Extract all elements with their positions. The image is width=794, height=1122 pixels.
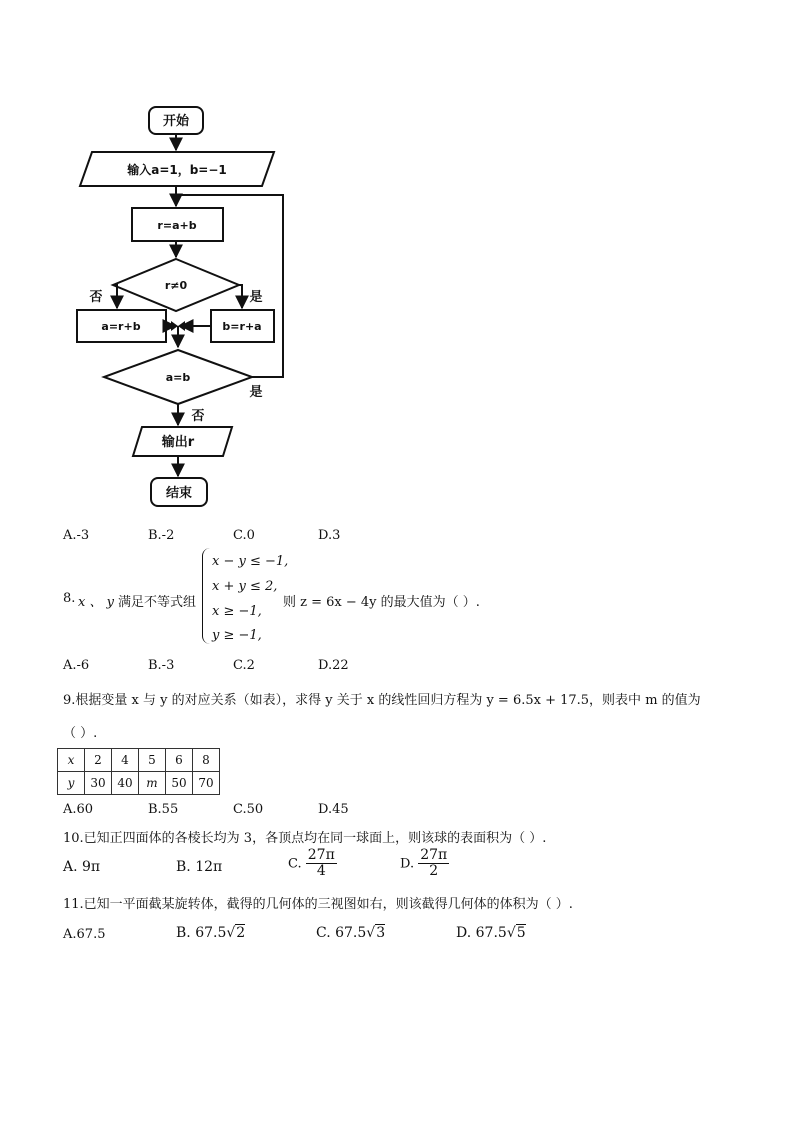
q8-number: 8. bbox=[63, 591, 76, 606]
input-label: 输入a=1，b=−1 bbox=[127, 163, 227, 177]
yes-loop-label: 是 bbox=[249, 385, 263, 400]
q8-constraint-2: x + y ≤ 2, bbox=[212, 579, 278, 594]
table-cell: 5 bbox=[139, 749, 166, 772]
no-down-label: 否 bbox=[191, 409, 205, 424]
q11-option-a: A.67.5 bbox=[63, 927, 106, 942]
table-row bbox=[58, 749, 220, 772]
q8-brace bbox=[202, 548, 211, 644]
cond-r-label: r≠0 bbox=[164, 279, 188, 292]
q11-option-c: C. 67.5√3 bbox=[316, 925, 386, 941]
table-cell: 8 bbox=[193, 749, 220, 772]
q8-constraint-1: x − y ≤ −1, bbox=[212, 554, 289, 569]
q10-option-d: D. $\frac{27\pi}{2}$ bbox=[400, 847, 448, 880]
q7-option-c: C.0 bbox=[233, 528, 255, 543]
no-label-left: 否 bbox=[89, 290, 103, 305]
q11-option-b: B. 67.5√2 bbox=[176, 925, 246, 941]
q8-option-a: A.-6 bbox=[63, 658, 90, 673]
table-cell: 30 bbox=[85, 772, 112, 795]
assign-r-label: r=a+b bbox=[157, 219, 197, 232]
q9-option-d: D.45 bbox=[318, 802, 349, 817]
q11-option-d: D. 67.5√5 bbox=[456, 925, 526, 941]
q11-text: 11.已知一平面截某旋转体，截得的几何体的三视图如右，则该截得几何体的体积为（ ）. bbox=[63, 897, 573, 912]
q8-option-b: B.-3 bbox=[148, 658, 175, 673]
q8-constraint-4: y ≥ −1, bbox=[212, 628, 262, 643]
q8-vars: x 、 y bbox=[78, 595, 114, 610]
q9-text: 9.根据变量 x 与 y 的对应关系（如表），求得 y 关于 x 的线性回归方程为 y = 6.5x + 17.5，则表中 m 的值为 bbox=[63, 693, 701, 708]
q9-table bbox=[57, 748, 220, 795]
q7-option-a: A.-3 bbox=[63, 528, 90, 543]
q9-option-b: B.55 bbox=[148, 802, 179, 817]
q7-option-d: D.3 bbox=[318, 528, 341, 543]
assign-b-label: b=r+a bbox=[222, 320, 262, 333]
q9-paren: （ ）. bbox=[63, 726, 98, 741]
q8-text1: 满足不等式组 bbox=[118, 595, 197, 610]
q8-text2: 则 z = 6x − 4y 的最大值为（ ）. bbox=[283, 595, 480, 610]
q10-option-d-fraction: $\frac{27\pi}{2}$ bbox=[420, 847, 448, 880]
q9-option-c: C.50 bbox=[233, 802, 264, 817]
q8-option-c: C.2 bbox=[233, 658, 255, 673]
table-row bbox=[58, 772, 220, 795]
q10-option-b: B. 12π bbox=[176, 859, 223, 875]
output-label: 输出r bbox=[161, 435, 195, 450]
table-cell: y bbox=[58, 772, 85, 795]
q10-option-c: C. $\frac{27\pi}{4}$ bbox=[288, 847, 335, 880]
flowchart bbox=[0, 0, 794, 520]
table-cell: x bbox=[58, 749, 85, 772]
q10-option-a: A. 9π bbox=[63, 859, 101, 875]
cond-ab-label: a=b bbox=[165, 371, 191, 384]
q10-text: 10.已知正四面体的各棱长均为 3，各顶点均在同一球面上，则该球的表面积为（ ）. bbox=[63, 831, 547, 846]
table-cell: 6 bbox=[166, 749, 193, 772]
yes-label-right: 是 bbox=[249, 290, 263, 305]
start-label: 开始 bbox=[162, 114, 190, 129]
table-cell: 70 bbox=[193, 772, 220, 795]
q10-option-c-fraction: $\frac{27\pi}{4}$ bbox=[307, 847, 335, 880]
end-label: 结束 bbox=[165, 486, 193, 501]
table-cell: m bbox=[139, 772, 166, 795]
q8-constraint-3: x ≥ −1, bbox=[212, 604, 262, 619]
table-cell: 40 bbox=[112, 772, 139, 795]
table-cell: 4 bbox=[112, 749, 139, 772]
q8-option-d: D.22 bbox=[318, 658, 349, 673]
q7-option-b: B.-2 bbox=[148, 528, 175, 543]
assign-a-label: a=r+b bbox=[101, 320, 141, 333]
table-cell: 50 bbox=[166, 772, 193, 795]
q9-option-a: A.60 bbox=[63, 802, 94, 817]
table-cell: 2 bbox=[85, 749, 112, 772]
